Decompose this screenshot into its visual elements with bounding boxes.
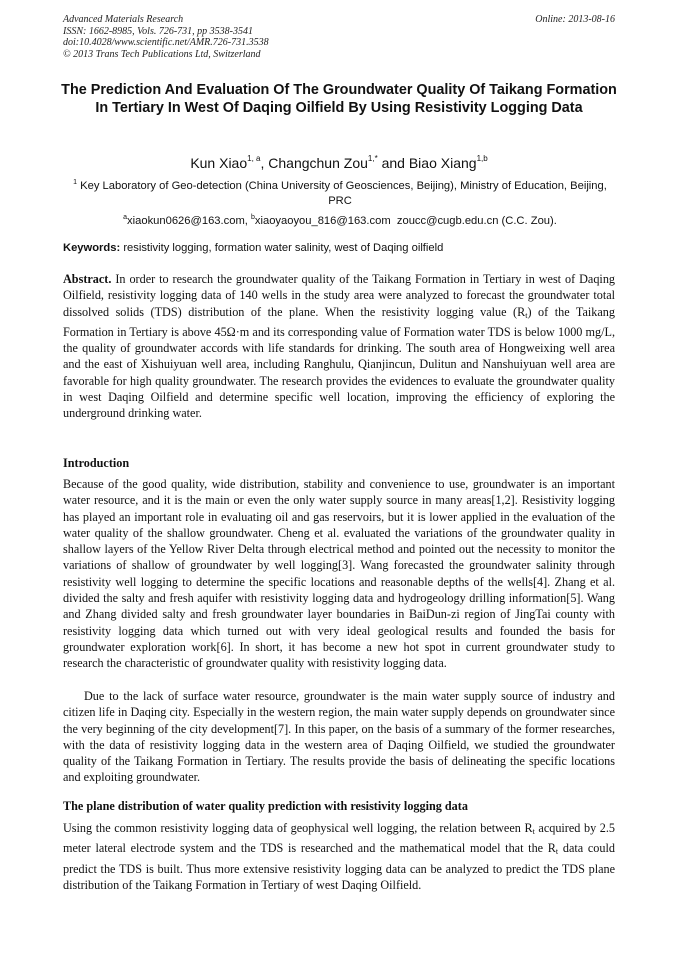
paragraph: Because of the good quality, wide distribution, stability and convenience to use, groundwater is an important water resource, and it is the main or even the only water supply source in many areas[1,2]. Resistivity logging has played an important role in evaluating oil and gas reservoirs, but it is lower applied in the evaluation of the water quality of the shallow groundwater. Cheng et al. evaluated the variations of the groundwater quality in shallow layers of the Yellow River Delta through electrical method and pointed out the necessity to monitor the variations of shallow of groundwater by well logging[3]. Wang forecasted the groundwater salinity through resistivity well logging to determine the specific locations and reasonable depths of the wells[4]. Zhang et al. divided the salty and fresh aquifer with resistivity logging data and hydrogeology drilling information[5]. Wang and Zhang divided salty and fresh groundwater layer boundaries in BaiDun-zi region of JingTai county with resistivity logging data which turned out with very ideal geological results and founded the basis for groundwater exploration work[6]. In short, it has become a new hot spot in current groundwater study to research the characteristic of groundwater quality with resistivity logging data. [63,477,615,671]
paragraph [63,820,615,893]
doi-line: doi:10.4028/www.scientific.net/AMR.726-731.3538 [63,37,269,48]
keywords-label: Keywords: [63,242,121,254]
abstract-text: ) of the Taikang Formation in Tertiary is above 45Ω·m and its corresponding value of Formation water TDS is below 1000 mg/L, the quality of groundwater accords with life standards for drinking. The south area of Hongweixing well area and the east of Xishuiyuan well area, including Ranghulu, Qianjincun, Dulitun and Nanshuiyuan well area are favorable for high quality groundwater. The research provides the evidences to evaluate the groundwater quality in west Daqing Oilfield and determine specific well location, improving the efficiency of exploring the underground drinking water. [63,304,615,421]
subscript: t [532,827,535,836]
affiliation-text: Key Laboratory of Geo-detection (China University of Geosciences, Beijing), Ministry of Education, Beijing, PRC [80,180,607,207]
keywords-text: resistivity logging, formation water salinity, west of Daqing oilfield [123,242,444,254]
abstract-text: In order to research the groundwater quality of the Taikang Formation in Tertiary in west of Daqing Oilfield, resistivity logging data of 140 wells in the study area were analyzed to forecast the groundwater total dissolved solids (TDS) distribution of the plane. When the resistivity logging value (R [63,272,616,319]
copyright-line: © 2013 Trans Tech Publications Ltd, Switzerland [63,48,261,60]
paper-title: The Prediction And Evaluation Of The Groundwater Quality Of Taikang Formation In Tertiary In West Of Daqing Oilfield By Using Resistivity Logging Data [61,82,617,116]
subscript: t [525,310,528,320]
paragraph: Due to the lack of surface water resource, groundwater is the main water supply source of industry and citizen life in Daqing city. Especially in the western region, the main water supply depends on groundwater since the very beginning of the city development[7]. In this paper, on the basis of a summary of the former researches, with the data of resistivity logging data in the western area of Daqing Oilfield, we studied the groundwater quality of the Taikang Formation in Tertiary. The results provide the basis of delineating the specific locations and exploiting groundwater. [63,689,615,785]
author-affiliation-mark: 1,b [476,154,488,163]
author-affiliation-mark: 1, a [247,154,261,163]
email-address[interactable]: xiaokun0626@163.com, [127,215,248,227]
author-name: Changchun Zou [268,155,368,171]
abstract [63,271,615,422]
section-heading-plane-distribution: The plane distribution of water quality prediction with resistivity logging data [63,799,468,813]
email-line [62,211,618,228]
author-name: Biao Xiang [408,155,477,171]
issn-line: ISSN: 1662-8985, Vols. 726-731, pp 3538-3541 [63,25,253,37]
author-conjunction: and [381,155,405,171]
journal-header [63,14,615,60]
email-address[interactable]: xiaoyaoyou_816@163.com [254,215,391,227]
abstract-label: Abstract. [63,272,112,286]
paragraph-text: data could predict the TDS is built. Thus more extensive resistivity logging data can be analyzed to predict the TDS plane distribution of the Taikang Formation in Tertiary of west Daqing Oilfield. [63,841,615,892]
journal-name: Advanced Materials Research [63,14,184,25]
email-mark: a [123,214,128,221]
affiliation [62,176,618,208]
email-mark: b [250,214,255,221]
subscript: t [555,847,559,857]
author-list: Kun Xiao$^{1, a}$, Changchun Zou$^{1,*}$ and Biao Xiang$^{1,b}$ [190,154,488,171]
author-affiliation-mark: 1,* [367,154,378,163]
keywords [63,241,619,255]
paragraph-text: acquired by 2.5 meter lateral electrode system and the TDS is researched and the mathematical model that the R [63,821,615,856]
affiliation-mark: 1 [73,179,78,186]
section-heading-introduction: Introduction [63,456,130,470]
online-date: Online: 2013-08-16 [535,14,615,25]
paragraph-text: Using the common resistivity logging data of geophysical well logging, the relation between R [63,821,533,835]
author-name: Kun Xiao [190,155,248,171]
email-address[interactable]: zoucc@cugb.edu.cn (C.C. Zou). [396,215,557,227]
